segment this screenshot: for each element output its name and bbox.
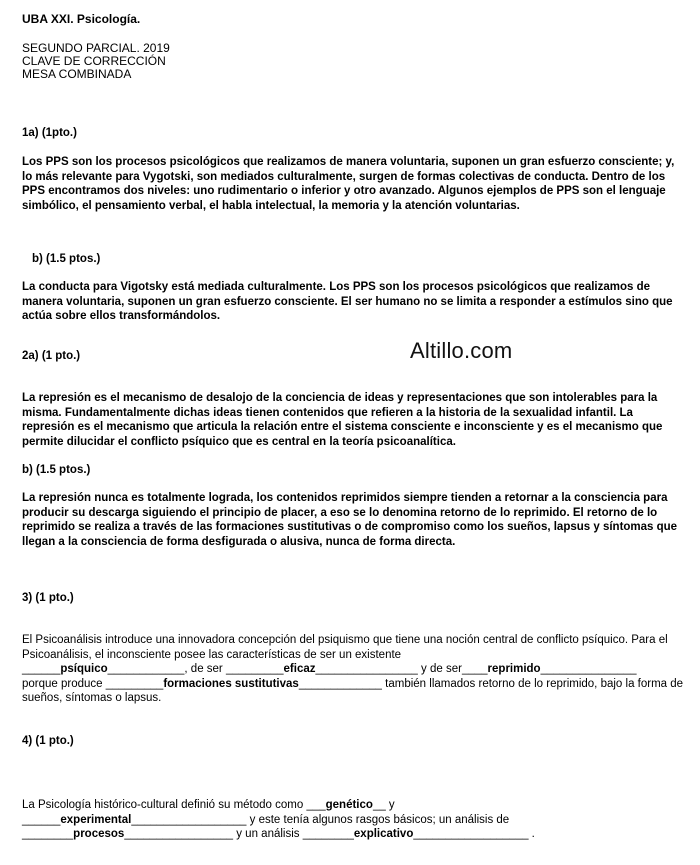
header-line-2: CLAVE DE CORRECCIÓN bbox=[22, 54, 166, 68]
question-4-text-segment: y un análisis bbox=[233, 828, 303, 840]
question-3-text-segment: porque produce bbox=[22, 677, 106, 690]
blank-underscore: ______ bbox=[22, 663, 61, 675]
question-2a-label: 2a) (1 pto.) bbox=[22, 350, 81, 362]
question-4-text-segment: y este tenía algunos rasgos básicos; un análisis de bbox=[246, 813, 510, 826]
question-2a-answer: La represión es el mecanismo de desalojo de la conciencia de ideas y representaciones que son intolerables para la misma. Fundamentalmente dichas ideas tienen contenidos que refieren a la historia de la sexualidad infantil. La represión es el mecanismo que articula la relación entre el sistema consciente e inconsciente y es el mecanismo que permite dilucidar el conflicto psíquico que es central en la teoría psicoanalítica. bbox=[22, 392, 663, 448]
question-4-text bbox=[22, 798, 686, 842]
question-4-text-segment: . bbox=[528, 828, 535, 840]
question-4-text-segment: La Psicología histórico-cultural definió su método como bbox=[22, 799, 307, 811]
question-1b-label: b) (1.5 ptos.) bbox=[32, 253, 101, 265]
question-3-text-segment: , de ser bbox=[184, 663, 226, 675]
question-1a-label: 1a) (1pto.) bbox=[22, 127, 77, 139]
answer-formaciones-sustitutivas: formaciones sustitutivas bbox=[163, 677, 299, 690]
blank-underscore: ________ bbox=[22, 828, 74, 840]
question-3-line-formaciones bbox=[22, 677, 686, 706]
blank-underscore: ________ bbox=[302, 828, 354, 840]
blank-underscore: _________ bbox=[225, 663, 284, 675]
question-4-text-segment: y bbox=[385, 799, 395, 811]
question-4-line-1 bbox=[22, 798, 686, 813]
question-2b-label: b) (1.5 ptos.) bbox=[22, 464, 91, 476]
answer-psiquico: psíquico bbox=[60, 663, 108, 675]
question-4-line-2 bbox=[22, 813, 686, 828]
blank-underscore: ______ bbox=[22, 813, 61, 826]
blank-underscore: ____________ bbox=[107, 663, 185, 675]
answer-eficaz: eficaz bbox=[283, 663, 316, 675]
document-title: UBA XXI. Psicología. bbox=[22, 12, 141, 26]
question-4-label: 4) (1 pto.) bbox=[22, 735, 74, 747]
question-4-line-3 bbox=[22, 827, 686, 842]
question-3-text-segment: y de ser bbox=[417, 663, 462, 675]
header-line-1: SEGUNDO PARCIAL. 2019 bbox=[22, 41, 170, 55]
answer-procesos: procesos bbox=[73, 828, 125, 840]
answer-experimental: experimental bbox=[60, 813, 132, 826]
blank-underscore: ________________ bbox=[315, 663, 418, 675]
question-1a-answer: Los PPS son los procesos psicológicos que realizamos de manera voluntaria, suponen un gran esfuerzo consciente; y, lo más relevante para Vygotski, son mediados culturalmente, surgen de formas colectivas de conducta. Dentro de los PPS encontramos dos niveles: uno rudimentario o inferior y otro avanzado. Algunos ejemplos de PPS son el lenguaje simbólico, el pensamiento verbal, el habla intelectual, la memoria y la atención voluntarias. bbox=[22, 156, 675, 212]
header-line-3: MESA COMBINADA bbox=[22, 67, 132, 81]
question-3-text bbox=[22, 633, 686, 706]
answer-genetico: genético bbox=[325, 799, 373, 811]
answer-explicativo: explicativo bbox=[353, 828, 414, 840]
blank-underscore: _________ bbox=[105, 677, 164, 690]
blank-underscore: __________________ bbox=[131, 813, 247, 826]
blank-underscore: ____ bbox=[461, 663, 488, 675]
blank-underscore: ___ bbox=[306, 799, 326, 811]
question-3-label: 3) (1 pto.) bbox=[22, 592, 74, 604]
question-3-line-blanks bbox=[22, 662, 686, 677]
watermark-altillo: Altillo.com bbox=[410, 338, 513, 363]
answer-reprimido: reprimido bbox=[487, 663, 541, 675]
question-1b-answer: La conducta para Vigotsky está mediada culturalmente. Los PPS son los procesos psicológicos que realizamos de manera voluntaria, suponen un gran esfuerzo consciente. El ser humano no se limita a responder a estímulos sino que actúa sobre ellos transformándolos. bbox=[22, 281, 673, 322]
question-3-intro: El Psicoanálisis introduce una innovadora concepción del psiquismo que tiene una noción central de conflicto psíquico. Para el Psicoanálisis, el inconsciente posee las características de ser un existente bbox=[22, 634, 668, 661]
question-3-text-segment: también llamados retorno de lo reprimido, bajo la forma de sueños, síntomas o lapsus. bbox=[22, 677, 684, 704]
blank-underscore: _____________ bbox=[298, 677, 382, 690]
blank-underscore: _________________ bbox=[124, 828, 234, 840]
question-2b-answer: La represión nunca es totalmente lograda, los contenidos reprimidos siempre tienden a retornar a la consciencia para producir su descarga siguiendo el principio de placer, a eso se lo denomina retorno de lo reprimido. El retorno de lo reprimido se realiza a través de las formaciones sustitutivas o de compromiso como los sueños, lapsus y síntomas que llegan a la consciencia de forma desfigurada o alusiva, nunca de forma directa. bbox=[22, 492, 678, 548]
blank-underscore: _______________ bbox=[540, 663, 637, 675]
blank-underscore: __ bbox=[372, 799, 386, 811]
blank-underscore: __________________ bbox=[413, 828, 529, 840]
